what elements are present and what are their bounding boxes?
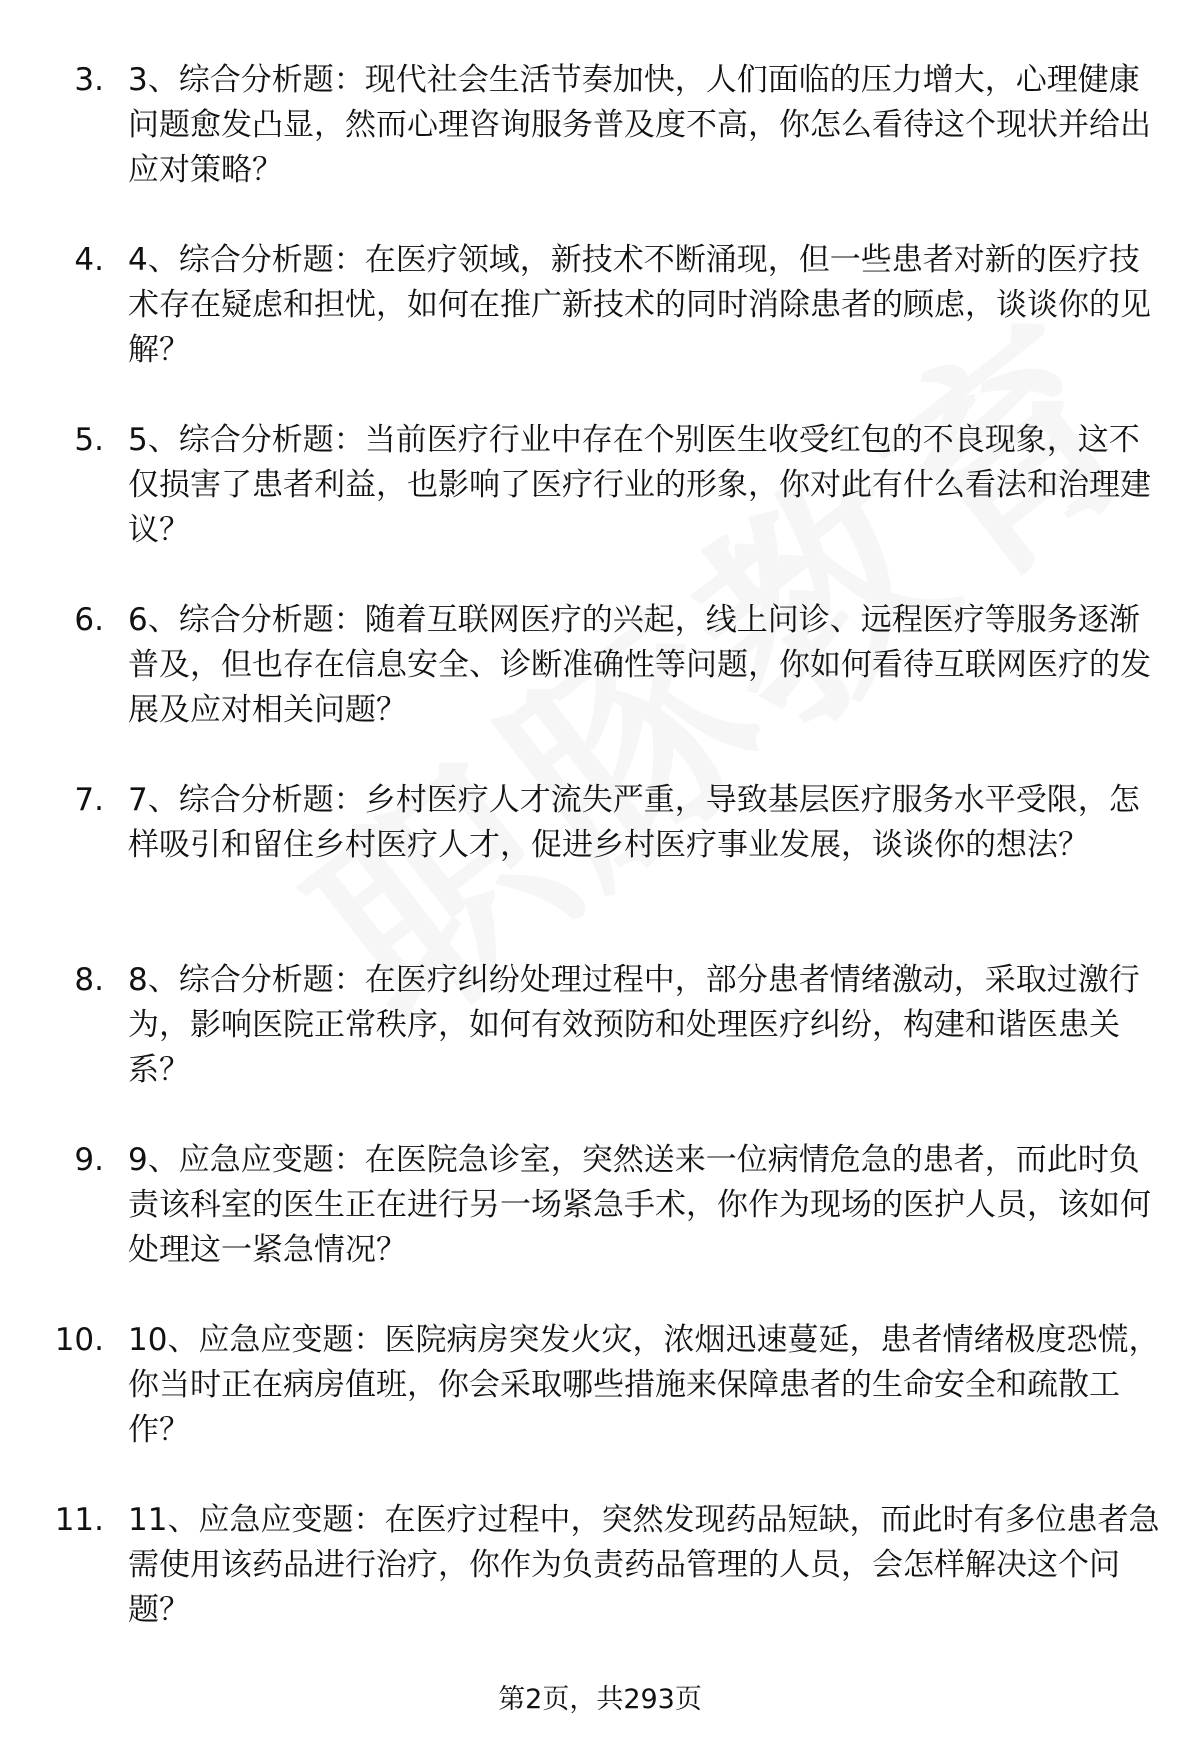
question-text: 3、综合分析题：现代社会生活节奏加快，人们面临的压力增大，心理健康问题愈发凸显，然而心理咨询服务普及度不高，你怎么看待这个现状并给出应对策略？ <box>128 62 1151 188</box>
question-item <box>0 1138 1200 1318</box>
question-text: 8、综合分析题：在医疗纠纷处理过程中，部分患者情绪激动，采取过激行为，影响医院正常秩序，如何有效预防和处理医疗纠纷，构建和谐医患关系？ <box>128 962 1140 1088</box>
question-item <box>0 58 1200 238</box>
question-text: 9、应急应变题：在医院急诊室，突然送来一位病情危急的患者，而此时负责该科室的医生正在进行另一场紧急手术，你作为现场的医护人员，该如何处理这一紧急情况？ <box>128 1142 1151 1268</box>
question-item <box>0 238 1200 418</box>
question-number: 6. <box>74 602 104 638</box>
page-footer: 第2页，共293页 <box>498 1684 702 1715</box>
question-item <box>0 1318 1200 1498</box>
question-item <box>0 418 1200 598</box>
question-text: 7、综合分析题：乡村医疗人才流失严重，导致基层医疗服务水平受限，怎样吸引和留住乡村医疗人才，促进乡村医疗事业发展，谈谈你的想法？ <box>128 782 1140 863</box>
question-item <box>0 958 1200 1138</box>
question-item <box>0 778 1200 958</box>
question-item <box>0 598 1200 778</box>
question-number: 7. <box>74 782 104 818</box>
question-text: 11、应急应变题：在医疗过程中，突然发现药品短缺，而此时有多位患者急需使用该药品进行治疗，你作为负责药品管理的人员，会怎样解决这个问题？ <box>128 1502 1160 1628</box>
question-item <box>0 1498 1200 1678</box>
question-number: 4. <box>74 242 104 278</box>
question-number: 11. <box>54 1502 104 1538</box>
question-text: 10、应急应变题：医院病房突发火灾，浓烟迅速蔓延，患者情绪极度恐慌，你当时正在病房值班，你会采取哪些措施来保障患者的生命安全和疏散工作？ <box>128 1322 1160 1448</box>
question-text: 6、综合分析题：随着互联网医疗的兴起，线上问诊、远程医疗等服务逐渐普及，但也存在信息安全、诊断准确性等问题，你如何看待互联网医疗的发展及应对相关问题？ <box>128 602 1151 728</box>
question-number: 8. <box>74 962 104 998</box>
question-text: 5、综合分析题：当前医疗行业中存在个别医生收受红包的不良现象，这不仅损害了患者利益，也影响了医疗行业的形象，你对此有什么看法和治理建议？ <box>128 422 1151 548</box>
question-number: 5. <box>74 422 104 458</box>
question-number: 10. <box>54 1322 104 1358</box>
question-number: 3. <box>74 62 104 98</box>
question-text: 4、综合分析题：在医疗领域，新技术不断涌现，但一些患者对新的医疗技术存在疑虑和担忧，如何在推广新技术的同时消除患者的顾虑，谈谈你的见解？ <box>128 242 1151 368</box>
question-list <box>0 58 1200 1678</box>
question-number: 9. <box>74 1142 104 1178</box>
